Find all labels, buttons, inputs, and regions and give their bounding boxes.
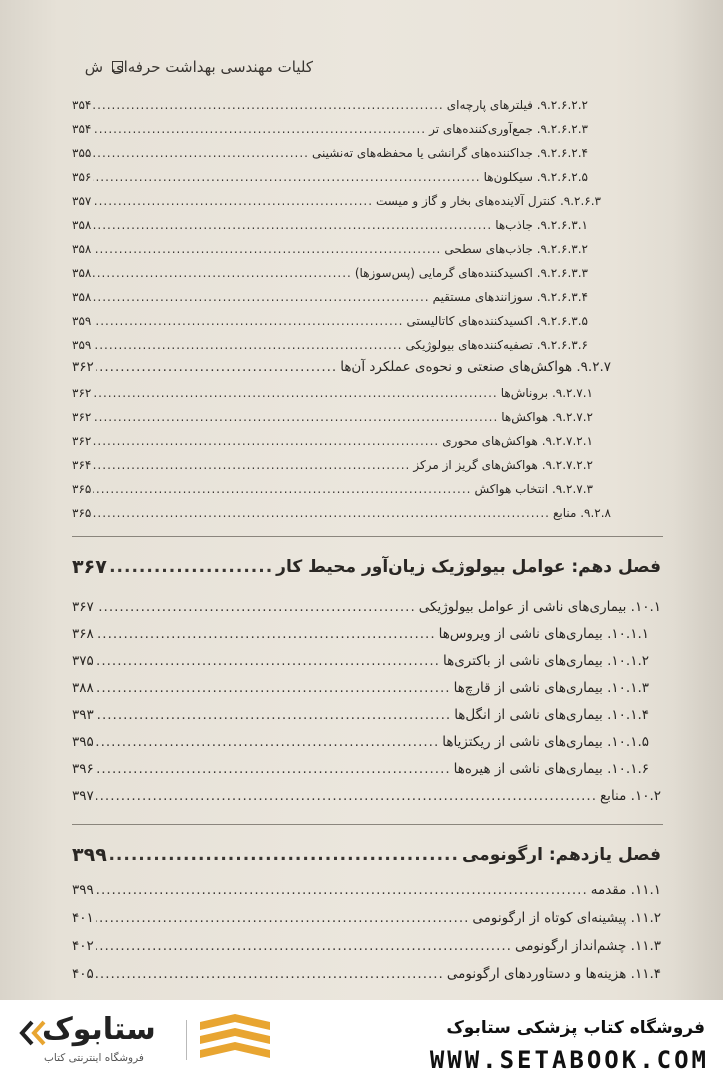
toc-entry: ۹.۲.۷.۲. هواکش‌ها ..... ۳۶۲ — [72, 408, 593, 426]
toc-entry: ۹.۲.۶.۲.۲. فیلترهای پارچه‌ای ..... ۳۵۴ — [72, 96, 588, 114]
section-divider — [72, 536, 663, 537]
toc-entry: ۹.۲.۶.۲.۳. جمع‌آوری‌کننده‌های تر ..... ۳۵۴ — [72, 120, 588, 138]
toc-entry: ۱۰.۱.۶. بیماری‌های ناشی از هیره‌ها ..... ۳۹۶ — [72, 759, 649, 779]
toc-entry: ۱۰.۱.۵. بیماری‌های ناشی از ریکتزیاها ..... ۳۹۵ — [72, 732, 649, 752]
toc-entry: ۱۰.۱.۲. بیماری‌های ناشی از باکتری‌ها ..... ۳۷۵ — [72, 651, 649, 671]
double-chevron-icon — [18, 1018, 48, 1048]
toc-entry: ۱۱.۴. هزینه‌ها و دستاوردهای ارگونومی ..... ۴۰۵ — [72, 964, 661, 984]
toc-entry: ۹.۲.۶.۳.۲. جاذب‌های سطحی ..... ۳۵۸ — [72, 240, 588, 258]
toc-entry: ۱۱.۳. چشم‌انداز ارگونومی ..... ۴۰۲ — [72, 936, 661, 956]
section-divider — [72, 824, 663, 825]
toc-entry: ۹.۲.۶.۳.۱. جاذب‌ها ..... ۳۵۸ — [72, 216, 588, 234]
toc-entry: ۹.۲.۶.۲.۵. سیکلون‌ها ..... ۳۵۶ — [72, 168, 588, 186]
toc-entry: ۹.۲.۶.۳.۴. سوزانندهای مستقیم ..... ۳۵۸ — [72, 288, 588, 306]
chapter-heading: فصل یازدهم: ارگونومی ..... ۳۹۹ — [72, 842, 661, 868]
toc-entry: ۱۰.۱.۴. بیماری‌های ناشی از انگل‌ها ..... ۳۹۳ — [72, 705, 649, 725]
toc-entry: ۹.۲.۷.۲.۲. هواکش‌های گریز از مرکز ..... ۳۶۴ — [72, 456, 593, 474]
toc-entry: ۱۰.۱.۱. بیماری‌های ناشی از ویروس‌ها ..... ۳۶۸ — [72, 624, 649, 644]
toc-entry: ۹.۲.۷.۱. بروناش‌ها ..... ۳۶۲ — [72, 384, 593, 402]
toc-entry: ۱۱.۲. پیشینه‌ای کوتاه از ارگونومی ..... ۴۰۱ — [72, 908, 661, 928]
toc-entry: ۹.۲.۷.۲.۱. هواکش‌های محوری ..... ۳۶۲ — [72, 432, 593, 450]
brand-logo-text: ستابوک — [42, 1012, 156, 1047]
toc-entry: ۹.۲.۷. هواکش‌های صنعتی و نحوه‌ی عملکرد آن‌ها ..... ۳۶۲ — [72, 357, 611, 377]
toc-entry: ۹.۲.۷.۳. انتخاب هواکش ..... ۳۶۵ — [72, 480, 593, 498]
toc-entry: ۹.۲.۶.۳.۶. تصفیه‌کننده‌های بیولوژیکی ..... ۳۵۹ — [72, 336, 588, 354]
toc-entry: ۹.۲.۸. منابع ..... ۳۶۵ — [72, 504, 611, 522]
toc-entry: ۹.۲.۶.۳. کنترل آلاینده‌های بخار و گاز و میست ..... ۳۵۷ — [72, 192, 601, 210]
toc-entry: ۹.۲.۶.۳.۳. اکسیدکننده‌های گرمایی (پس‌سوزها) ..... ۳۵۸ — [72, 264, 588, 282]
logo-divider — [186, 1020, 187, 1060]
book-title: کلیات مهندسی بهداشت حرفه‌ای — [111, 58, 313, 76]
toc-entry: ۹.۲.۶.۳.۵. اکسیدکننده‌های کاتالیستی ..... ۳۵۹ — [72, 312, 588, 330]
store-watermark-banner — [0, 1000, 723, 1080]
book-stack-icon — [200, 1014, 270, 1066]
toc-entry: ۱۰.۲. منابع ..... ۳۹۷ — [72, 786, 661, 806]
page-number: ش — [84, 58, 103, 76]
toc-entry: ۱۱.۱. مقدمه ..... ۳۹۹ — [72, 880, 661, 900]
toc-entry: ۱۰.۱.۳. بیماری‌های ناشی از قارچ‌ها ..... ۳۸۸ — [72, 678, 649, 698]
brand-tagline: فروشگاه اینترنتی کتاب — [44, 1052, 144, 1064]
toc-entry: ۹.۲.۶.۲.۴. جداکننده‌های گرانشی یا محفظه‌های ته‌نشینی ..... ۳۵۵ — [72, 144, 588, 162]
page-shadow — [673, 0, 723, 1000]
toc-entry: ۱۰.۱. بیماری‌های ناشی از عوامل بیولوژیکی ..... ۳۶۷ — [72, 597, 661, 617]
chapter-heading: فصل دهم: عوامل بیولوژیک زیان‌آور محیط کار ..... ۳۶۷ — [72, 554, 661, 580]
shop-name: فروشگاه کتاب پزشکی ستابوک — [446, 1018, 705, 1038]
shop-url[interactable]: WWW.SETABOOK.COM — [429, 1046, 709, 1074]
